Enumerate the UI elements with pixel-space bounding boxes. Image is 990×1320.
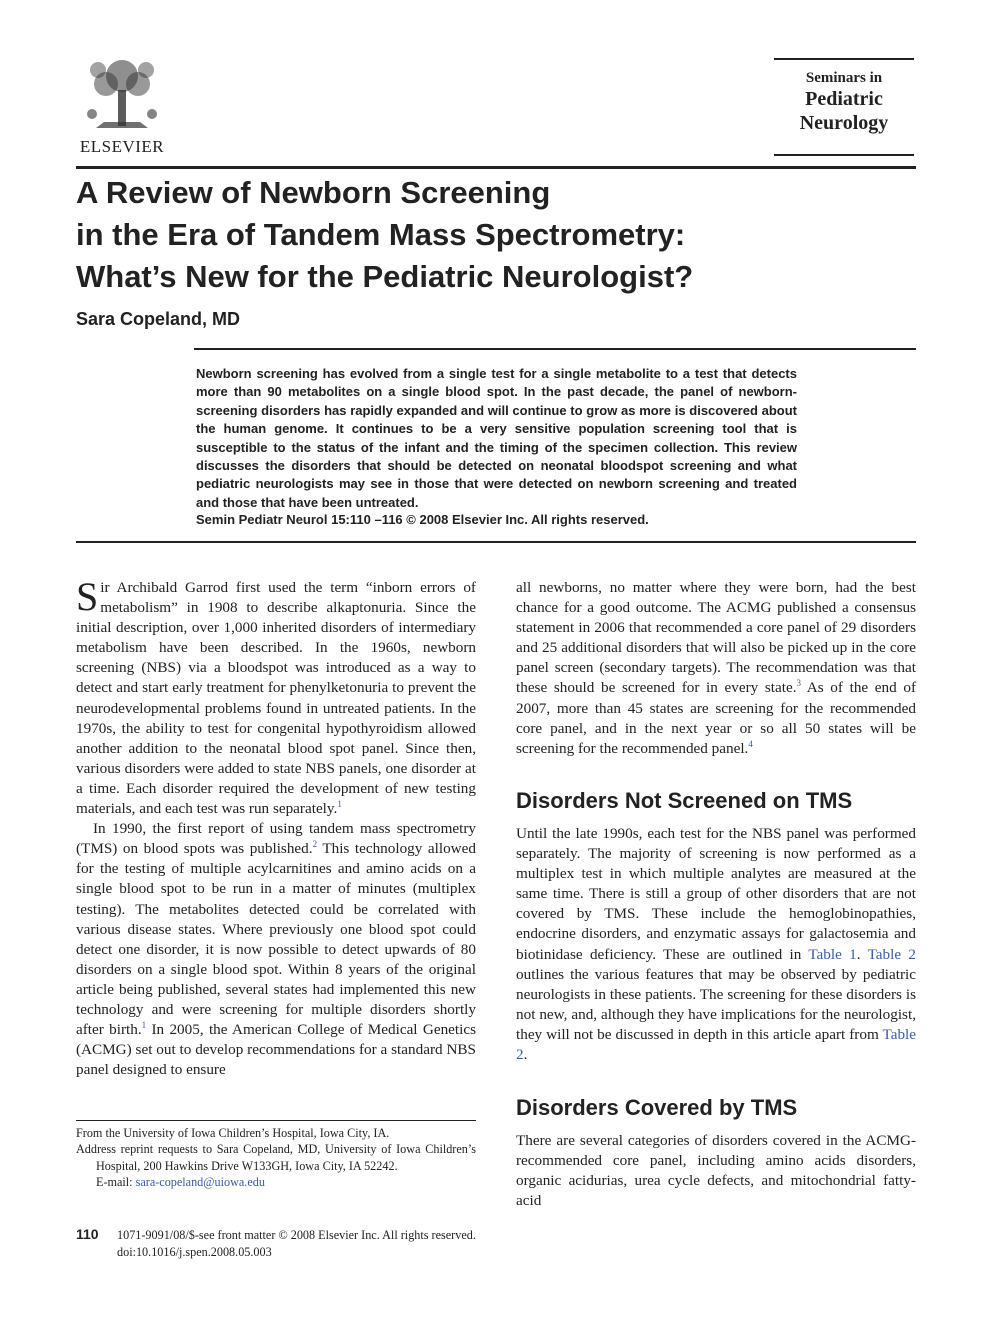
publisher-name: ELSEVIER: [79, 137, 165, 156]
reference-link[interactable]: 3: [796, 678, 801, 689]
abstract-rule-top: [194, 348, 916, 350]
reference-link[interactable]: 4: [748, 738, 753, 749]
paragraph-acmg: [516, 578, 916, 759]
paragraph-text: outlines the various features that may be observed by pediatric neurologists in these patients. The screening for these disorders is not new, and, although they have implications for the neurologist, they will not be discussed in depth in this article apart from: [516, 965, 916, 1043]
reference-link[interactable]: 1: [337, 798, 342, 809]
table-1-link[interactable]: Table 1: [808, 945, 857, 963]
paragraph-not-screened: [516, 824, 916, 1065]
paragraph-text: In 2005, the American College of Medical Genetics (ACMG) set out to develop recommendations for a standard NBS panel designed to ensure: [76, 1021, 476, 1079]
body-column-right-top: [516, 578, 916, 759]
paragraph-covered: There are several categories of disorders covered in the ACMG-recommended core panel, including amino acids disorders, organic acidurias, urea cycle defects, and mitochondrial fatty-acid: [516, 1132, 916, 1210]
title-line-1: A Review of Newborn Screening: [76, 175, 551, 210]
paragraph-intro: [76, 574, 476, 819]
body-column-right-middle: [516, 824, 916, 1065]
title-line-2: in the Era of Tandem Mass Spectrometry:: [76, 217, 686, 252]
paragraph-tms: [76, 819, 476, 1080]
reference-link[interactable]: 1: [141, 1020, 147, 1030]
footnote: [76, 1125, 476, 1191]
journal-name-line2: Pediatric: [805, 88, 883, 110]
paragraph-text: ir Archibald Garrod first used the term “inborn errors of metabolism” in 1908 to describe alkaptonuria. Since the initial description, over 1,000 inherited disorders of intermediary metabolism have been described. In the 1960s, newborn screening (NBS) via a bloodspot was introduced as a way to detect and start early treatment for phenylketonuria to prevent the neurodevelopmental problems found in untreated patients. In the 1970s, the ability to test for congenital hypothyroidism allowed another addition to the neonatal blood spot panel. Since then, various disorders were added to state NBS panels, one disorder at a time. Each disorder required the development of new testing materials, and each test was run separately.: [76, 579, 476, 818]
journal-masthead: [774, 58, 914, 156]
table-2-link[interactable]: Table 2: [516, 1025, 916, 1064]
footnote-affiliation: From the University of Iowa Children’s Hospital, Iowa City, IA.: [76, 1126, 390, 1140]
abstract-rule-bottom: [76, 541, 916, 543]
front-matter: [117, 1227, 476, 1261]
article-title: [76, 172, 836, 298]
paragraph-text: This technology allowed for the testing of multiple acylcarnitines and amino acids on a single blood spot to be run in a matter of minutes (multiplex testing). The metabolites detected could be correlated with various disease states. Where previously one blood spot could detect one disorder, it is now possible to detect upwards of 80 disorders on a single blood spot. Within 8 years of the original article being published, several states had implemented this new technology and were screening for multiple disorders shortly after birth.: [76, 840, 476, 1039]
author-name: Sara Copeland, MD: [76, 309, 241, 329]
email-link[interactable]: sara-copeland@uiowa.edu: [135, 1175, 265, 1190]
paragraph-text: .: [856, 945, 868, 963]
section-heading-not-screened: Disorders Not Screened on TMS: [516, 788, 853, 813]
abstract-citation: Semin Pediatr Neurol 15:110 –116 © 2008 Elsevier Inc. All rights reserved.: [196, 512, 649, 527]
journal-name-line1: Seminars in: [805, 70, 883, 86]
section-heading-covered: Disorders Covered by TMS: [516, 1095, 798, 1120]
abstract-text: Newborn screening has evolved from a single test for a single metabolite to a test that detects more than 90 metabolites on a single blood spot. In the past decade, the panel of newborn-screening disorders has rapidly expanded and will continue to grow as more is discovered about the human genome. It continues to be a very sensitive population screening tool that is susceptible to the status of the infant and the timing of the specimen collection. This review discusses the disorders that should be detected on neonatal bloodspot screening and what pediatric neurologists may see in those that were detected on newborn screening and treated and those that have been untreated.: [196, 366, 797, 510]
body-column-left: [76, 574, 476, 1080]
table-2-link[interactable]: Table 2: [867, 945, 916, 963]
page-number: 110: [76, 1226, 99, 1242]
journal-name-line3: Neurology: [799, 112, 889, 134]
paragraph-text: Until the late 1990s, each test for the NBS panel was performed separately. The majority of screening is now performed as a multiplex test in which multiple analytes are measured at the same time. There is still a group of other disorders that are not covered by TMS. These include the hemoglobinopathies, endocrine disorders, and enzymatic assays for galactosemia and biotinidase deficiency. These are outlined in: [516, 825, 916, 963]
paragraph-text: all newborns, no matter where they were born, had the best chance for a good outcome. The ACMG published a consensus statement in 2006 that recommended a core panel of 29 disorders and 25 additional disorders that will also be picked up in the core panel screen (secondary targets). The recommendation was that these should be screened for in every state.: [516, 579, 916, 697]
body-column-right-bottom: [516, 1131, 916, 1211]
footnote-email-line: [76, 1174, 476, 1190]
header-rule: [76, 166, 916, 169]
copyright-line: 1071-9091/08/$-see front matter © 2008 Elsevier Inc. All rights reserved.: [117, 1228, 476, 1242]
paragraph-text: .: [523, 1046, 528, 1064]
footnote-address: Address reprint requests to Sara Copeland, MD, University of Iowa Children’s Hospital, 200 Hawkins Drive W133GH, Iowa City, IA 52242.: [76, 1142, 476, 1173]
footnote-rule: [76, 1120, 476, 1121]
email-label: E-mail:: [96, 1175, 136, 1190]
title-line-3: What’s New for the Pediatric Neurologist?: [76, 259, 694, 294]
reference-link[interactable]: 2: [312, 839, 318, 850]
doi-line[interactable]: doi:10.1016/j.spen.2008.05.003: [117, 1245, 272, 1259]
paragraph-text: In 1990, the first report of using tandem mass spectrometry (TMS) on blood spots was published.: [76, 820, 476, 858]
paragraph-text: As of the end of 2007, more than 45 states are screening for the recommended core panel, and in the next year or so all 50 states will be screening for the recommended panel.: [516, 679, 917, 757]
drop-cap: S: [76, 574, 99, 619]
